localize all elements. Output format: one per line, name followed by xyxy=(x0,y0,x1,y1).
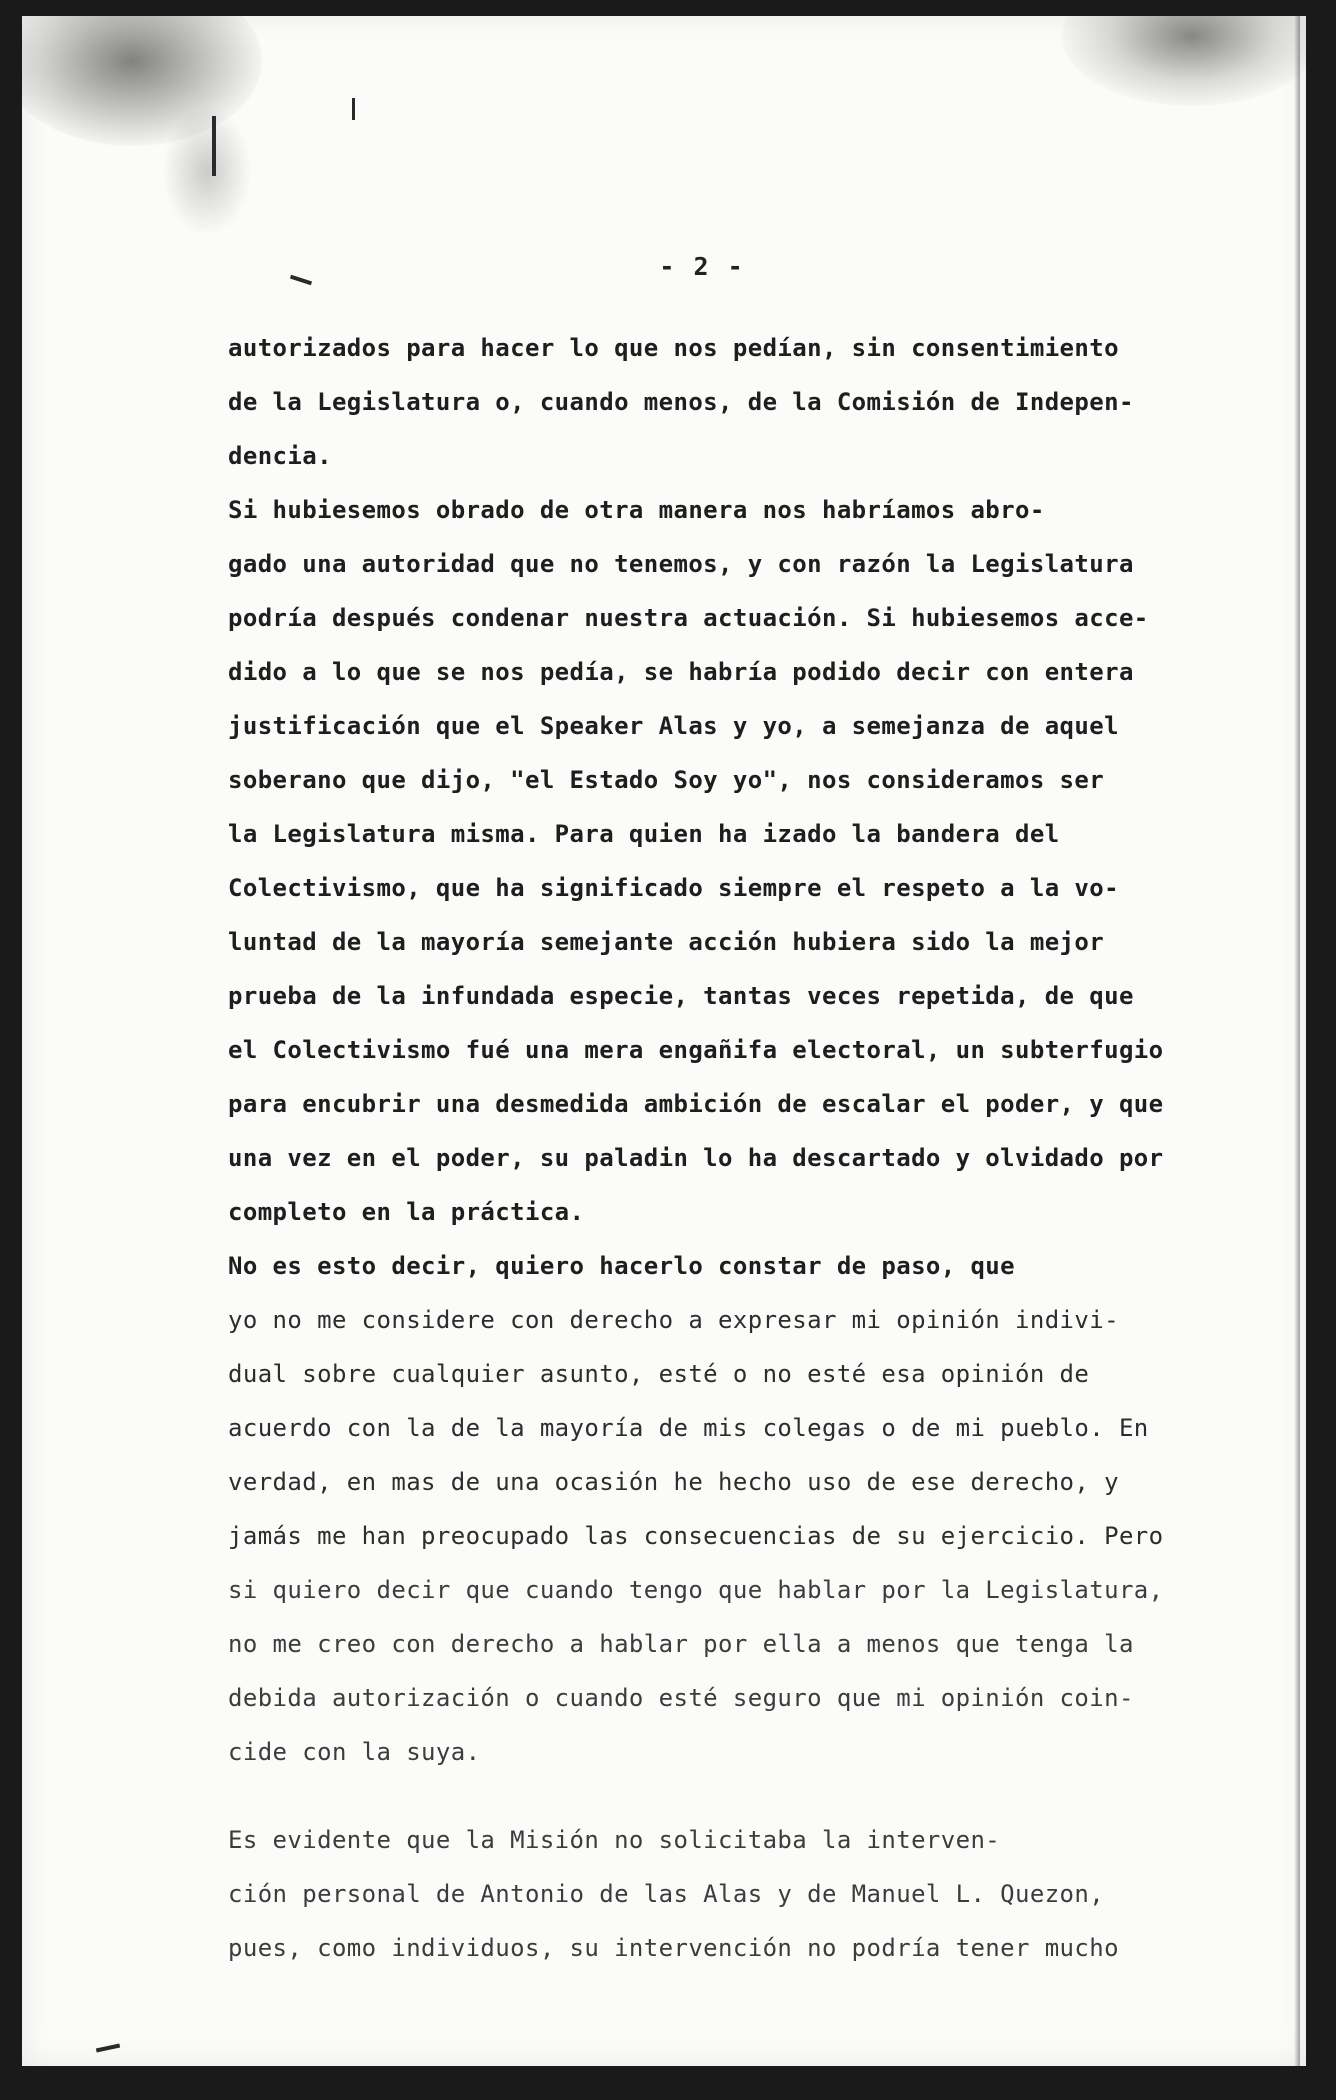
text-line: No es esto decir, quiero hacerlo constar de paso, que xyxy=(228,1252,1016,1280)
margin-mark xyxy=(96,2044,120,2053)
text-line: justificación que el Speaker Alas y yo, a semejanza de aquel xyxy=(228,712,1119,740)
ink-smudge-top-right xyxy=(1062,16,1306,106)
text-line: luntad de la mayoría semejante acción hubiera sido la mejor xyxy=(228,928,1105,956)
text-line: dencia. xyxy=(228,442,332,470)
text-line: completo en la práctica. xyxy=(228,1198,585,1226)
text-line: de la Legislatura o, cuando menos, de la Comisión de Indepen- xyxy=(228,388,1134,416)
text-line: debida autorización o cuando esté seguro que mi opinión coin- xyxy=(228,1684,1134,1712)
text-line: cide con la suya. xyxy=(228,1738,481,1766)
margin-mark xyxy=(352,98,355,120)
document-page xyxy=(22,16,1306,2066)
page-edge-shadow xyxy=(1294,16,1300,2066)
text-line: no me creo con derecho a hablar por ella a menos que tenga la xyxy=(228,1630,1134,1658)
text-line: el Colectivismo fué una mera engañifa electoral, un subterfugio xyxy=(228,1036,1164,1064)
text-line: dual sobre cualquier asunto, esté o no esté esa opinión de xyxy=(228,1360,1090,1388)
text-line: Es evidente que la Misión no solicitaba la interven- xyxy=(228,1826,1001,1854)
page-number: - 2 - xyxy=(659,252,745,281)
text-line: acuerdo con la de la mayoría de mis colegas o de mi pueblo. En xyxy=(228,1414,1149,1442)
text-line: ción personal de Antonio de las Alas y de Manuel L. Quezon, xyxy=(228,1880,1105,1908)
margin-mark xyxy=(290,275,312,286)
text-line: pues, como individuos, su intervención no podría tener mucho xyxy=(228,1934,1119,1962)
text-line: Colectivismo, que ha significado siempre el respeto a la vo- xyxy=(228,874,1119,902)
text-line: verdad, en mas de una ocasión he hecho uso de ese derecho, y xyxy=(228,1468,1119,1496)
text-line: dido a lo que se nos pedía, se habría podido decir con entera xyxy=(228,658,1134,686)
text-line: la Legislatura misma. Para quien ha izado la bandera del xyxy=(228,820,1060,848)
text-line: gado una autoridad que no tenemos, y con razón la Legislatura xyxy=(228,550,1134,578)
text-line: para encubrir una desmedida ambición de escalar el poder, y que xyxy=(228,1090,1164,1118)
text-line: podría después condenar nuestra actuación. Si hubiesemos acce- xyxy=(228,604,1149,632)
ink-smudge-left xyxy=(162,106,252,236)
ink-smudge-top-left xyxy=(22,16,262,146)
text-line: si quiero decir que cuando tengo que hablar por la Legislatura, xyxy=(228,1576,1164,1604)
text-line: jamás me han preocupado las consecuencias de su ejercicio. Pero xyxy=(228,1522,1164,1550)
text-line: prueba de la infundada especie, tantas veces repetida, de que xyxy=(228,982,1134,1010)
text-line: soberano que dijo, "el Estado Soy yo", nos consideramos ser xyxy=(228,766,1105,794)
text-line: una vez en el poder, su paladin lo ha descartado y olvidado por xyxy=(228,1144,1164,1172)
margin-mark xyxy=(212,116,216,176)
text-line: autorizados para hacer lo que nos pedían, sin consentimiento xyxy=(228,334,1119,362)
text-line: Si hubiesemos obrado de otra manera nos habríamos abro- xyxy=(228,496,1045,524)
text-line: yo no me considere con derecho a expresar mi opinión indivi- xyxy=(228,1306,1119,1334)
